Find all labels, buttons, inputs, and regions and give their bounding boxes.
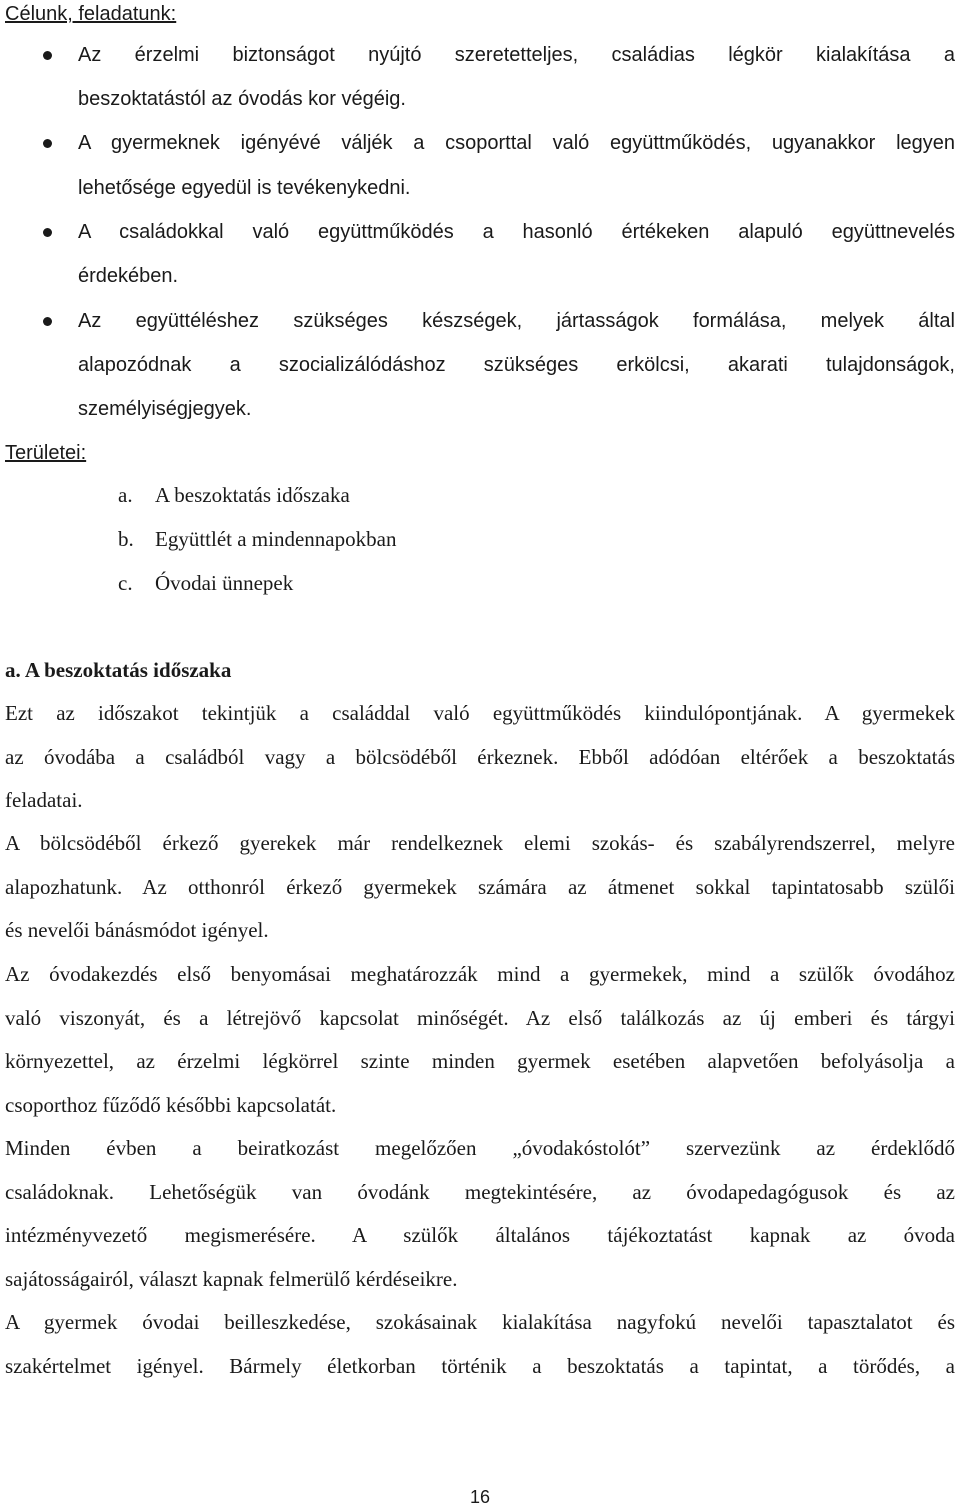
goals-heading: Célunk, feladatunk: (5, 3, 177, 25)
area-item-text: A beszoktatás időszaka (155, 483, 350, 507)
bullet-dot-icon (43, 139, 52, 148)
page-number: 16 (469, 1487, 491, 1507)
goal-1-line-1: Az érzelmi biztonságot nyújtó szeretetteljes, családias légkör kialakítása a (78, 44, 955, 66)
goal-3-line-2: érdekében. (78, 265, 179, 287)
paragraph-line: feladatai. (5, 788, 83, 812)
paragraph-line: és nevelői bánásmódot igényel. (5, 918, 269, 942)
goal-4-line-1: Az együttéléshez szükséges készségek, jártasságok formálása, melyek által (78, 310, 955, 332)
section-a-heading: a. A beszoktatás időszaka (5, 658, 232, 682)
paragraph-line: szakértelmet igényel. Bármely életkorban történik a beszoktatás a tapintat, a törődés, a (5, 1354, 955, 1378)
paragraph-line: Minden évben a beiratkozást megelőzően „óvodakóstolót” szervezünk az érdeklődő (5, 1136, 955, 1160)
paragraph-line: intézményvezető megismerésére. A szülők általános tájékoztatást kapnak az óvoda (5, 1223, 955, 1247)
area-item-marker: a. (118, 483, 133, 507)
paragraph-line: az óvodába a családból vagy a bölcsödéből érkeznek. Ebből adódóan eltérőek a beszoktatás (5, 745, 955, 769)
bullet-dot-icon (43, 51, 52, 60)
paragraph-line: családoknak. Lehetőségük van óvodánk megtekintésére, az óvodapedagógusok és az (5, 1180, 955, 1204)
goal-2-line-2: lehetősége egyedül is tevékenykedni. (78, 177, 411, 199)
paragraph-line: A gyermek óvodai beilleszkedése, szokásainak kialakítása nagyfokú nevelői tapasztalatot és (5, 1310, 955, 1334)
paragraph-line: Az óvodakezdés első benyomásai meghatározzák mind a gyermekek, mind a szülők óvodához (5, 962, 955, 986)
paragraph-line: csoporthoz fűződő későbbi kapcsolatát. (5, 1093, 337, 1117)
goal-2-line-1: A gyermeknek igényévé váljék a csoporttal való együttműködés, ugyanakkor legyen (78, 132, 955, 154)
area-item-text: Óvodai ünnepek (155, 571, 294, 595)
goal-4-line-3: személyiségjegyek. (78, 398, 252, 420)
goal-3-line-1: A családokkal való együttműködés a hasonló értékeken alapuló együttnevelés (78, 221, 955, 243)
paragraph-line: sajátosságairól, választ kapnak felmerülő kérdéseikre. (5, 1267, 458, 1291)
area-item-marker: c. (118, 571, 133, 595)
goal-1-line-2: beszoktatástól az óvodás kor végéig. (78, 88, 406, 110)
goal-4-line-2: alapozódnak a szocializálódáshoz szükséges erkölcsi, akarati tulajdonságok, (78, 354, 955, 376)
paragraph-line: A bölcsödéből érkező gyerekek már rendelkeznek elemi szokás- és szabályrendszerrel, melyre (5, 831, 955, 855)
area-item-text: Együttlét a mindennapokban (155, 527, 397, 551)
paragraph-line: alapozhatunk. Az otthonról érkező gyermekek számára az átmenet sokkal tapintatosabb szülői (5, 875, 955, 899)
bullet-dot-icon (43, 317, 52, 326)
area-item-marker: b. (118, 527, 134, 551)
areas-heading: Területei: (5, 442, 87, 464)
paragraph-line: környezettel, az érzelmi légkörrel szinte minden gyermek esetében alapvetően befolyásolja a (5, 1049, 955, 1073)
paragraph-line: Ezt az időszakot tekintjük a családdal való együttműködés kiindulópontjának. A gyermekek (5, 701, 955, 725)
paragraph-line: való viszonyát, és a létrejövő kapcsolat minőségét. Az első találkozás az új emberi és tárgyi (5, 1006, 955, 1030)
bullet-dot-icon (43, 228, 52, 237)
